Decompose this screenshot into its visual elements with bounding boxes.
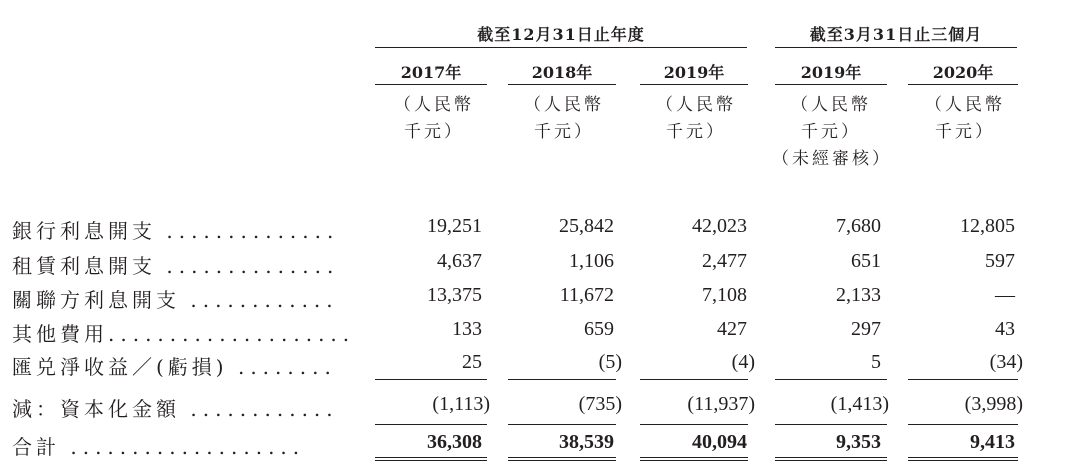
total-rule (508, 424, 616, 425)
column-unit (772, 92, 890, 173)
table-cell: 42,023 (692, 215, 747, 237)
row-label: 銀行利息開支 .............. (12, 219, 340, 243)
total-rule (375, 424, 487, 425)
row-label: 減：資本化金額 ............ (12, 397, 339, 421)
subtotal-rule (375, 379, 487, 380)
column-rule (375, 84, 487, 85)
group-rule-quarter (775, 47, 1017, 48)
unit-line: （人民幣 (394, 95, 474, 115)
double-rule (775, 460, 887, 461)
table-cell: (11,937) (687, 393, 755, 415)
column-year-2020-q1: 2020年 (932, 63, 994, 82)
table-cell-total: 9,413 (970, 431, 1015, 453)
subtotal-rule (508, 379, 616, 380)
unit-line: 千元） (801, 122, 861, 142)
column-rule (640, 84, 748, 85)
table-cell: (1,113) (432, 393, 490, 415)
table-cell: 2,133 (836, 284, 881, 306)
table-cell: 7,680 (836, 215, 881, 237)
subtotal-rule (775, 379, 887, 380)
unit-line: （人民幣 (791, 95, 871, 115)
table-cell: 597 (985, 250, 1015, 272)
table-cell-total: 36,308 (427, 431, 482, 453)
double-rule (908, 457, 1018, 458)
column-rule (908, 84, 1018, 85)
table-cell: 43 (995, 318, 1015, 340)
row-label-total: 合計 ................... (12, 435, 306, 459)
table-cell: 25,842 (559, 215, 614, 237)
table-cell: 4,637 (437, 250, 482, 272)
column-rule (508, 84, 616, 85)
table-cell: 659 (584, 318, 614, 340)
double-rule (775, 457, 887, 458)
unit-line: （未經審核） (772, 149, 892, 169)
unit-line: 千元） (935, 122, 995, 142)
column-unit (910, 92, 1020, 146)
total-rule (775, 424, 887, 425)
table-cell: 133 (452, 318, 482, 340)
column-rule (775, 84, 887, 85)
unit-line: （人民幣 (656, 95, 736, 115)
table-cell: (4) (731, 351, 755, 373)
unit-line: 千元） (534, 122, 594, 142)
table-cell-total: 40,094 (692, 431, 747, 453)
table-cell: 7,108 (702, 284, 747, 306)
row-label: 租賃利息開支 .............. (12, 254, 340, 278)
table-cell: 651 (851, 250, 881, 272)
table-cell-total: 38,539 (559, 431, 614, 453)
row-label: 其他費用.................... (12, 322, 356, 346)
column-unit (510, 92, 618, 146)
unit-line: （人民幣 (524, 95, 604, 115)
double-rule (375, 457, 487, 458)
row-label: 匯兑淨收益／(虧損) ........ (12, 355, 337, 379)
unit-line: 千元） (666, 122, 726, 142)
column-year-2017: 2017年 (400, 63, 462, 82)
double-rule (508, 460, 616, 461)
group-rule-year (375, 47, 747, 48)
table-cell: 297 (851, 318, 881, 340)
double-rule (508, 457, 616, 458)
table-cell: 13,375 (427, 284, 482, 306)
table-cell: 2,477 (702, 250, 747, 272)
table-cell: 427 (717, 318, 747, 340)
column-year-2019: 2019年 (663, 63, 725, 82)
table-cell: — (995, 284, 1015, 306)
table-cell-total: 9,353 (836, 431, 881, 453)
table-cell: 11,672 (559, 284, 614, 306)
table-cell: (735) (578, 393, 622, 415)
column-unit (378, 92, 490, 146)
table-cell: 12,805 (960, 215, 1015, 237)
row-label: 關聯方利息開支 ............ (12, 288, 339, 312)
unit-line: （人民幣 (925, 95, 1005, 115)
group-header-year: 截至12月31日止年度 (477, 25, 645, 44)
table-cell: (3,998) (964, 393, 1023, 415)
double-rule (640, 457, 748, 458)
column-unit (642, 92, 750, 146)
subtotal-rule (640, 379, 748, 380)
unit-line: 千元） (404, 122, 464, 142)
double-rule (375, 460, 487, 461)
total-rule (640, 424, 748, 425)
total-rule (908, 424, 1018, 425)
table-cell: 25 (462, 351, 482, 373)
double-rule (908, 460, 1018, 461)
table-cell: 19,251 (427, 215, 482, 237)
table-cell: (1,413) (830, 393, 889, 415)
double-rule (640, 460, 748, 461)
table-cell: 5 (871, 351, 881, 373)
column-year-2019-q1: 2019年 (800, 63, 862, 82)
group-header-quarter: 截至3月31日止三個月 (809, 25, 983, 44)
subtotal-rule (908, 379, 1018, 380)
table-cell: 1,106 (569, 250, 614, 272)
column-year-2018: 2018年 (531, 63, 593, 82)
table-cell: (34) (989, 351, 1023, 373)
table-cell: (5) (598, 351, 622, 373)
